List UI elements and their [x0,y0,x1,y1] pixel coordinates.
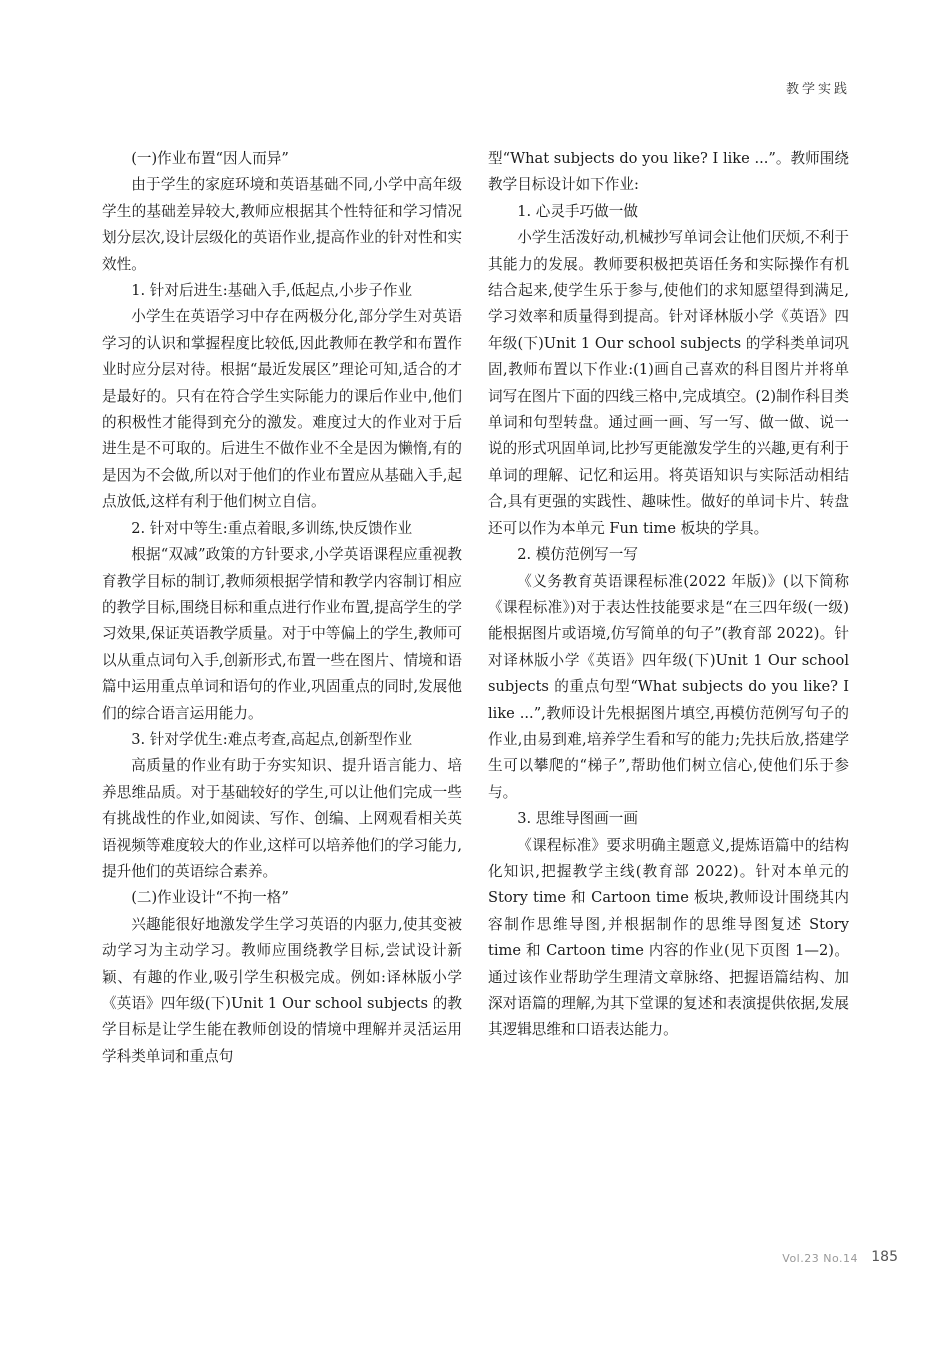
paragraph: 型“What subjects do you like? I like ...”。教师围绕教学目标设计如下作业: [488,150,849,194]
subsection-heading: 3. 针对学优生:难点考查,高起点,创新型作业 [131,730,413,748]
subsection-heading: 2. 模仿范例写一写 [517,546,638,564]
section-header: 教学实践 [785,82,850,97]
paragraph: 《义务教育英语课程标准(2022 年版)》(以下简称《课程标准》)对于表达性技能要求是“在三四年级(一级)能根据图片或语境,仿写简单的句子”(教育部 2022)。针对译林版小学《英语》四年级(下)Unit 1 Our school subjects 的重点句型“What subjects do you like? I like ...”,教师设计先根据图片填空,再模仿范例写句子的作业,由易到难,培养学生看和写的能力;先扶后放,搭建学生可以攀爬的“梯子”,帮助他们树立信心,使他们乐于参与。 [488,572,849,801]
subsection-heading: 3. 思维导图画一画 [517,810,638,828]
subsection-heading: 1. 心灵手巧做一做 [517,202,638,220]
paragraph: 《课程标准》要求明确主题意义,提炼语篇中的结构化知识,把握教学主线(教育部 2022)。针对本单元的 Story time 和 Cartoon time 板块,教师设计围绕其内容制作思维导图,并根据制作的思维导图复述 Story time 和 Cartoon time 内容的作业(见下页图 1—2)。通过该作业帮助学生理清文章脉络、把握语篇结构、加深对语篇的理解,为其下堂课的复述和表演提供依据,发展其逻辑思维和口语表达能力。 [488,836,849,1039]
section-heading: (一)作业布置“因人而异” [131,150,289,167]
paragraph: 根据“双减”政策的方针要求,小学英语课程应重视教育教学目标的制订,教师须根据学情和教学内容制订相应的教学目标,围绕目标和重点进行作业布置,提高学生的学习效果,保证英语教学质量。对于中等偏上的学生,教师可以从重点词句入手,创新形式,布置一些在图片、情境和语篇中运用重点单词和语句的作业,巩固重点的同时,发展他们的综合语言运用能力。 [102,546,462,722]
right-column [488,146,849,1044]
subsection-heading: 1. 针对后进生:基础入手,低起点,小步子作业 [131,282,413,300]
section-heading: (二)作业设计“不拘一格” [131,889,289,907]
paragraph: 由于学生的家庭环境和英语基础不同,小学中高年级学生的基础差异较大,教师应根据其个性特征和学习情况划分层次,设计层级化的英语作业,提高作业的针对性和实效性。 [102,176,462,273]
paragraph: 高质量的作业有助于夯实知识、提升语言能力、培养思维品质。对于基础较好的学生,可以让他们完成一些有挑战性的作业,如阅读、写作、创编、上网观看相关英语视频等难度较大的作业,这样可以培养他们的学习能力,提升他们的英语综合素养。 [102,757,462,880]
subsection-heading: 2. 针对中等生:重点着眼,多训练,快反馈作业 [131,519,413,537]
left-column [102,146,462,1070]
volume-label: Vol.23 No.14 [782,1252,858,1265]
page-number: 185 [871,1249,898,1265]
paragraph: 小学生活泼好动,机械抄写单词会让他们厌烦,不利于其能力的发展。教师要积极把英语任务和实际操作有机结合起来,使学生乐于参与,使他们的求知愿望得到满足,学习效率和质量得到提高。针对译林版小学《英语》四年级(下)Unit 1 Our school subjects 的学科类单词巩固,教师布置以下作业:(1)画自己喜欢的科目图片并将单词写在图片下面的四线三格中,完成填空。(2)制作科目类单词和句型转盘。通过画一画、写一写、做一做、说一说的形式巩固单词,比抄写更能激发学生的兴趣,更有利于单词的理解、记忆和运用。将英语知识与实际活动相结合,具有更强的实践性、趣味性。做好的单词卡片、转盘还可以作为本单元 Fun time 板块的学具。 [488,229,849,537]
paragraph: 兴趣能很好地激发学生学习英语的内驱力,使其变被动学习为主动学习。教师应围绕教学目标,尝试设计新颖、有趣的作业,吸引学生积极完成。例如:译林版小学《英语》四年级(下)Unit 1 Our school subjects 的教学目标是让学生能在教师创设的情境中理解并灵活运用学科类单词和重点句 [102,915,462,1065]
paragraph: 小学生在英语学习中存在两极分化,部分学生对英语学习的认识和掌握程度比较低,因此教师在教学和布置作业时应分层对待。根据“最近发展区”理论可知,适合的才是最好的。只有在符合学生实际能力的课后作业中,他们的积极性才能得到充分的激发。难度过大的作业对于后进生是不可取的。后进生不做作业不全是因为懒惰,有的是因为不会做,所以对于他们的作业布置应从基础入手,起点放低,这样有利于他们树立自信。 [102,308,462,511]
